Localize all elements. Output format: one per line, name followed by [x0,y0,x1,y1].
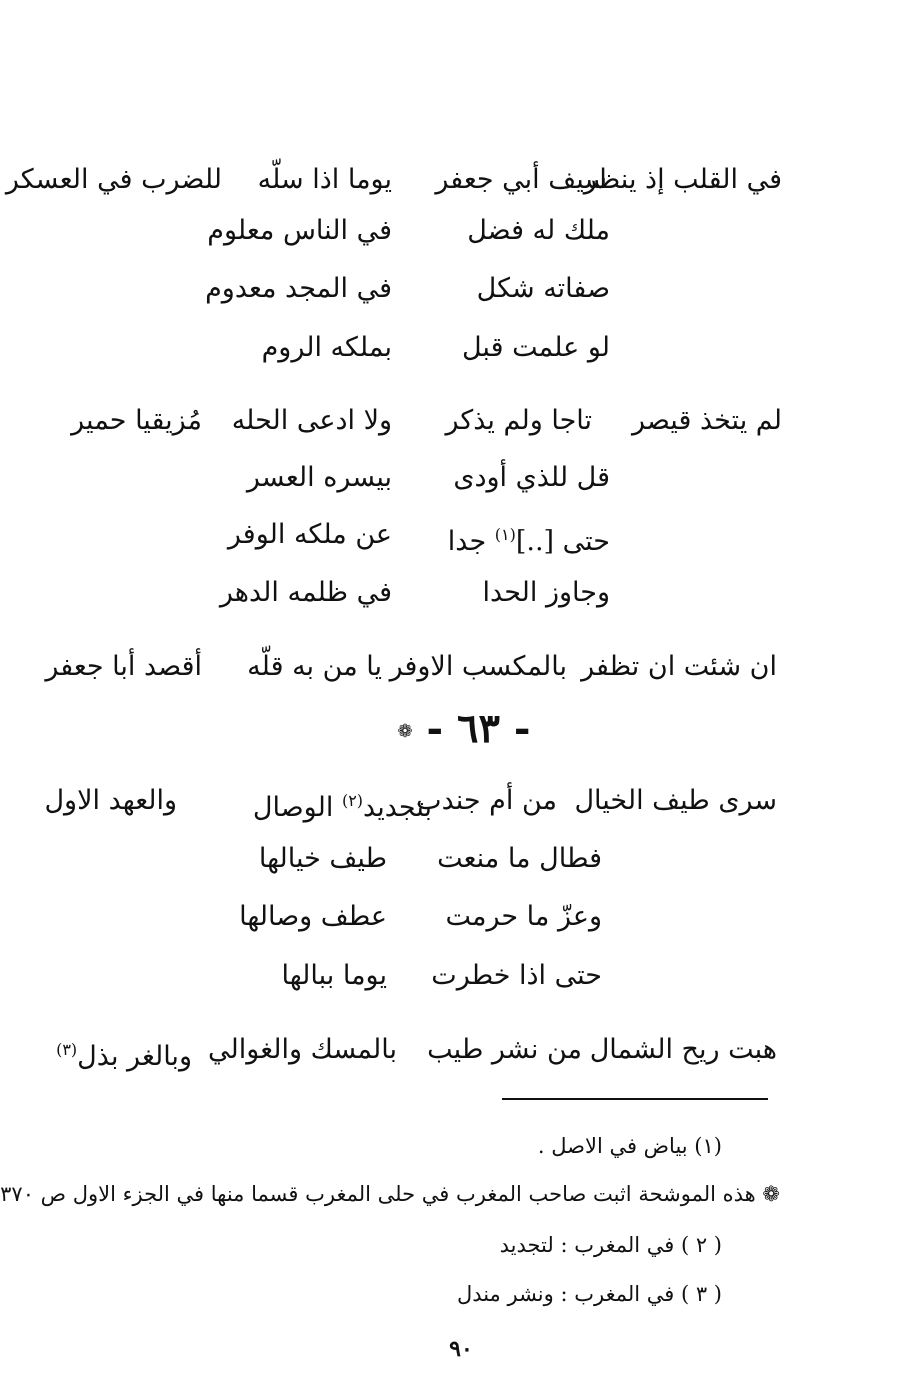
verse-segment: من أم جندب [416,785,557,816]
section-number-text: - ٦٣ - [426,705,531,752]
verse-segment: في الناس معلوم [207,215,392,246]
verse-segment: للضرب في العسكر [5,164,222,195]
verse-segment: طيف خيالها [258,843,387,874]
footnote-marker: (١) [494,525,516,544]
verse-text: حتى [..] [515,526,610,557]
verse-line [0,264,922,314]
verse-segment [56,1025,192,1082]
footnote: ( ٢ ) في المغرب : لتجديد [499,1233,722,1257]
footnote: ❁ هذه الموشحة اثبت صاحب المغرب في حلى المغرب قسما منها في الجزء الاول ص ٣٧٠ [0,1182,780,1206]
verse-line [0,323,922,373]
verse-text: جدا [447,526,487,557]
footnote: (١) بياض في الاصل . [537,1134,722,1158]
verse-line [0,155,922,205]
verse-line [0,510,922,560]
verse-line [0,642,922,692]
verse-line [0,1025,922,1075]
verse-segment: سرى طيف الخيال [574,785,777,816]
verse-line [0,834,922,884]
verse-segment: يوما ببالها [281,960,387,991]
verse-line [0,206,922,256]
verse-segment: عن ملكه الوفر [227,519,392,550]
verse-segment: صفاته شكل [476,273,610,304]
verse-text: الوصال [252,792,334,823]
verse-segment: بالمسك والغوالي [208,1034,397,1065]
verse-segment: وجاوز الحدا [482,577,610,608]
verse-line [0,776,922,826]
verse-text: وبالغر بذل [77,1041,192,1072]
verse-segment: يا من به قلّه [247,651,382,682]
verse-segment: أقصد أبا جعفر [45,651,202,682]
footnote-divider [502,1098,768,1100]
verse-segment [253,776,432,833]
verse-segment: وعزّ ما حرمت [445,901,602,932]
verse-text: بتجديد [363,792,432,823]
verse-segment: بملكه الروم [261,332,392,363]
verse-segment: في المجد معدوم [205,273,392,304]
footnote: ( ٣ ) في المغرب : ونشر مندل [456,1282,722,1306]
verse-segment: مُزيقيا حمير [71,405,202,436]
verse-segment: في القلب إذ ينظر [583,164,782,195]
verse-segment: لم يتخذ قيصر [632,405,782,436]
page-number: ٩٠ [449,1336,473,1362]
verse-segment: من نشر طيب [427,1034,582,1065]
verse-segment: هبت ريح الشمال [589,1034,777,1065]
footnote-marker: (٣) [56,1040,78,1059]
verse-segment: ان شئت ان تظفر [581,651,777,682]
verse-line [0,396,922,446]
verse-segment: يوما اذا سلّه [257,164,392,195]
verse-segment: بيسره العسر [246,462,392,493]
verse-segment: تاجا ولم يذكر [445,405,592,436]
verse-line [0,453,922,503]
verse-segment: عطف وصالها [239,901,387,932]
verse-segment: ملك له فضل [467,215,610,246]
verse-line [0,951,922,1001]
section-number [0,704,922,757]
star-icon: ❁ [397,721,413,742]
verse-segment: والعهد الاول [44,785,177,816]
verse-segment: فطال ما منعت [437,843,602,874]
verse-segment [448,510,610,567]
verse-segment: بالمكسب الاوفر [389,651,567,682]
verse-segment: ولا ادعى الحله [231,405,392,436]
verse-line [0,568,922,618]
footnote-marker: (٢) [341,791,364,810]
verse-line [0,892,922,942]
verse-segment: لو علمت قبل [461,332,610,363]
verse-segment: قل للذي أودى [453,462,610,493]
verse-segment: سيف أبي جعفر [435,164,607,195]
verse-segment: حتى اذا خطرت [431,960,602,991]
verse-segment: في ظلمه الدهر [219,577,392,608]
